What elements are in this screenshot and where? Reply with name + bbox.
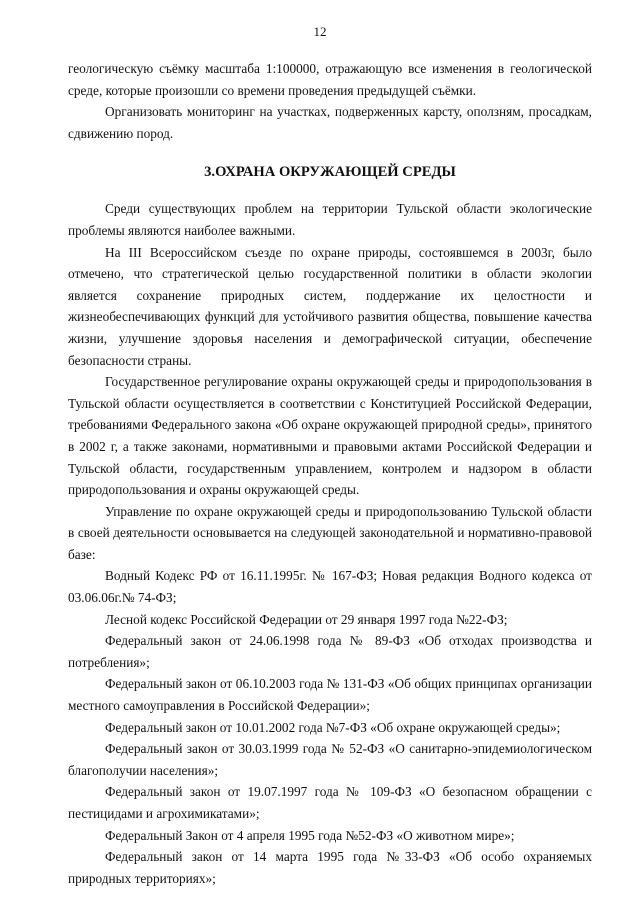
legal-basis-item: Федеральный закон от 30.03.1999 года № 52-ФЗ «О санитарно-эпидемиологическом благополучии населения»; xyxy=(68,741,592,778)
paragraph-continuation: геологическую съёмку масштаба 1:100000, отражающую все изменения в геологической среде, которые произошли со времени проведения предыдущей съёмки. xyxy=(68,61,592,98)
paragraph: Управление по охране окружающей среды и природопользованию Тульской области в своей деятельности основывается на следующей законодательной и нормативно-правовой базе: xyxy=(68,503,592,562)
paragraph: Среди существующих проблем на территории Тульской области экологические проблемы являются наиболее важными. xyxy=(68,201,592,238)
paragraph: Организовать мониторинг на участках, подверженных карсту, оползням, просадкам, сдвижению пород. xyxy=(68,104,592,141)
section-heading: 3.ОХРАНА ОКРУЖАЮЩЕЙ СРЕДЫ xyxy=(204,164,456,181)
document-body xyxy=(68,58,592,889)
legal-basis-item: Федеральный закон от 10.01.2002 года №7-ФЗ «Об охране окружающей среды»; xyxy=(105,719,561,735)
paragraph: Государственное регулирование охраны окружающей среды и природопользования в Тульской области осуществляется в соответствии с Конституцией Российской Федерации, требованиями Федерального закона «Об охране окружающей природной среды», принятого в 2002 г, а также законами, нормативными и правовыми актами Российской Федерации и Тульской области, государственным управлением, контролем и надзором в области природопользования и охраны окружающей среды. xyxy=(68,374,592,498)
legal-basis-item: Водный Кодекс РФ от 16.11.1995г. № 167-ФЗ; Новая редакция Водного кодекса от 03.06.06г.№ 74-ФЗ; xyxy=(68,568,592,606)
paragraph: На III Всероссийском съезде по охране природы, состоявшемся в 2003г, было отмечено, что стратегической целью государственной политики в области экологии является сохранение природных систем, поддержание их целостности и жизнеобеспечивающих функций для устойчивого развития общества, повышение качества жизни, улучшение здоровья населения и демографической ситуации, обеспечение безопасности страны. xyxy=(68,244,592,368)
legal-basis-item: Федеральный закон от 06.10.2003 года № 131-ФЗ «Об общих принципах организации местного самоуправления в Российской Федерации»; xyxy=(68,676,592,714)
legal-basis-item: Федеральный закон от 19.07.1997 года № 109-ФЗ «О безопасном обращении с пестицидами и агрохимикатами»; xyxy=(68,784,592,821)
page-number: 12 xyxy=(313,24,327,39)
legal-basis-item: Федеральный закон от 14 марта 1995 года №33-ФЗ «Об особо охраняемых природных территориях»; xyxy=(68,849,592,886)
legal-basis-item: Федеральный Закон от 4 апреля 1995 года №52-ФЗ «О животном мире»; xyxy=(105,827,515,843)
legal-basis-item: Лесной кодекс Российской Федерации от 29 января 1997 года №22-ФЗ; xyxy=(105,611,508,627)
legal-basis-item: Федеральный закон от 24.06.1998 года № 89-ФЗ «Об отходах производства и потребления»; xyxy=(68,633,592,670)
